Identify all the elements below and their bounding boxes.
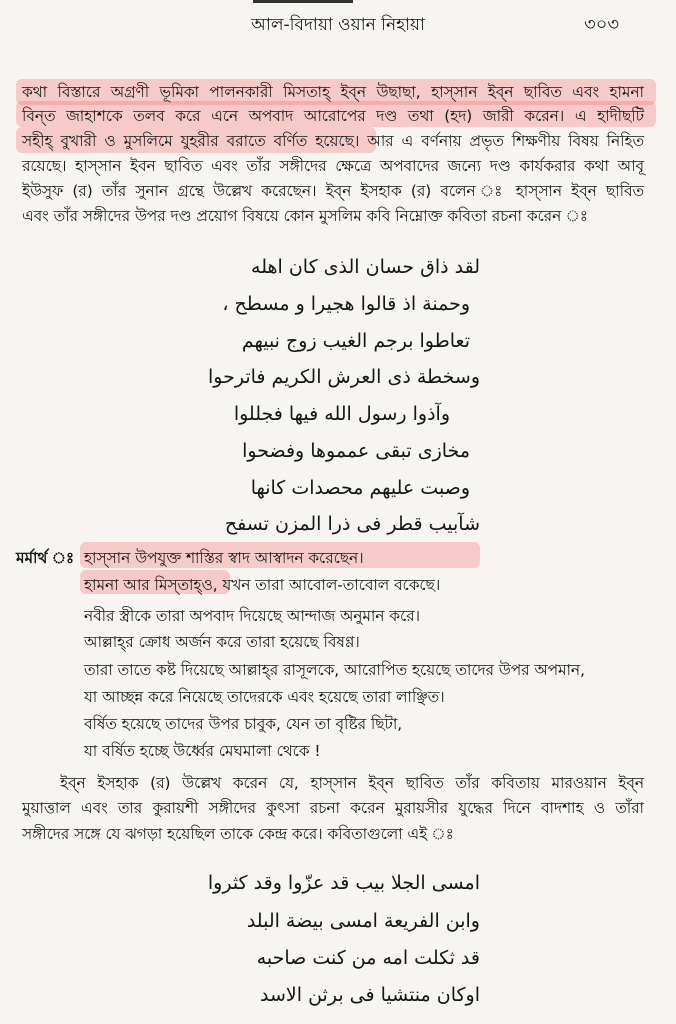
arabic-verse: لقد ذاق حسان الذى كان اهله <box>251 256 480 278</box>
paragraph-line: ইব্‌ন ইসহাক (র) উল্লেখ করেন যে, হাস্‌সান ইব্‌ন ছাবিত তাঁর কবিতায় মারওয়ান ইব্‌ন <box>60 774 644 792</box>
translation-line: তারা তাতে কষ্ট দিয়েছে আল্লাহ্‌র রাসূলকে, আরোপিত হয়েছে তাদের উপর অপমান, <box>84 661 585 679</box>
arabic-verse: مخازى تبقى عمموها وفضحوا <box>242 440 470 462</box>
paragraph-line: ইউসুফ (র) তাঁর সুনান গ্রন্থে উল্লেখ করেছেন। ইব্‌ন ইসহাক (র) বলেন ঃ হাস্‌সান ইব্‌ন ছাবিত <box>22 182 644 200</box>
translation-line: হাস্‌সান উপযুক্ত শাস্তির স্বাদ আস্বাদন করেছেন। <box>84 549 364 567</box>
translation-label: মর্মার্থ ঃ <box>16 549 75 567</box>
page-number: ৩০৩ <box>584 14 620 35</box>
arabic-verse: اوكان منتشيا فى برثن الاسد <box>260 984 480 1006</box>
arabic-verse: شآبيب قطر فى ذرا المزن تسفح <box>224 513 480 535</box>
translation-line: যা আচ্ছন্ন করে নিয়েছে তাদেরকে এবং হয়েছে তারা লাঞ্ছিত। <box>84 688 445 706</box>
translation-line: আল্লাহ্‌র ক্রোধ অর্জন করে তারা হয়েছে বিষণ্ণ। <box>84 633 360 651</box>
paragraph-line: রয়েছে। হাস্‌সান ইবন ছাবিত এবং তাঁর সঙ্গীদের ক্ষেত্রে অপবাদের জন্যে দণ্ড কার্যকরার কথা আবূ <box>22 157 644 175</box>
paragraph-line: সঙ্গীদের সঙ্গে যে ঝগড়া হয়েছিল তাকে কেন্দ্র করে। কবিতাগুলো এই ঃ <box>22 825 454 843</box>
translation-line: নবীর স্ত্রীকে তারা অপবাদ দিয়েছে আন্দাজ অনুমান করে। <box>84 607 420 625</box>
arabic-verse: وسخطة ذى العرش الكريم فاترحوا <box>208 366 480 388</box>
paragraph-line: এবং তাঁর সঙ্গীদের উপর দণ্ড প্রয়োগ বিষয়ে কোন মুসলিম কবি নিম্নোক্ত কবিতা রচনা করেন ঃ <box>22 207 588 225</box>
arabic-verse: وابن الفريعة امسى بيضة البلد <box>246 910 480 932</box>
arabic-verse: وحمنة اذ قالوا هجيرا و مسطح ، <box>222 293 470 315</box>
paragraph-line: কথা বিস্তারে অগ্রণী ভূমিকা পালনকারী মিসতাহ্‌ ইব্‌ন উছাছা, হাস্‌সান ইব্‌ন ছাবিত এবং হামনা <box>22 83 644 101</box>
arabic-verse: امسى الجلا بيب قد عزّوا وقد كثروا <box>207 872 480 894</box>
arabic-verse: وآذوا رسول الله فيها فجللوا <box>233 403 450 425</box>
paragraph-line: সহীহ্‌ বুখারী ও মুসলিমে যুহরীর বরাতে বর্ণিত হয়েছে। আর এ বর্ণনায় প্রভৃত শিক্ষণীয় বিষয় নিহিত <box>22 132 644 150</box>
arabic-verse: تعاطوا برجم الغيب زوج نبيهم <box>241 330 470 352</box>
arabic-verse: وصبت عليهم محصدات كانها <box>250 477 470 499</box>
running-header-title: আল-বিদায়া ওয়ান নিহায়া <box>251 15 425 35</box>
translation-line: যা বর্ষিত হচ্ছে উর্ধ্বের মেঘমালা থেকে ! <box>84 742 321 760</box>
paragraph-line: বিন্‌ত জাহাশকে তলব করে এনে অপবাদ আরোপের দণ্ড তথা (হদ) জারী করেন। এ হাদীছটি <box>22 107 644 125</box>
arabic-verse: قد ثكلت امه من كنت صاحبه <box>256 947 480 969</box>
translation-line: বর্ষিত হয়েছে তাদের উপর চাবুক, যেন তা বৃষ্টির ছিটা, <box>84 715 403 733</box>
header-rule <box>253 0 353 3</box>
paragraph-line: মুয়াত্তাল এবং তার কুরায়শী সঙ্গীদের কুৎসা রচনা করেন মুরায়সীর যুদ্ধের দিনে বাদশাহ ও তাঁরা <box>22 799 644 817</box>
translation-line: হামনা আর মিস্‌তাহ্‌ও, যখন তারা আবোল-তাবোল বকেছে। <box>84 576 441 594</box>
